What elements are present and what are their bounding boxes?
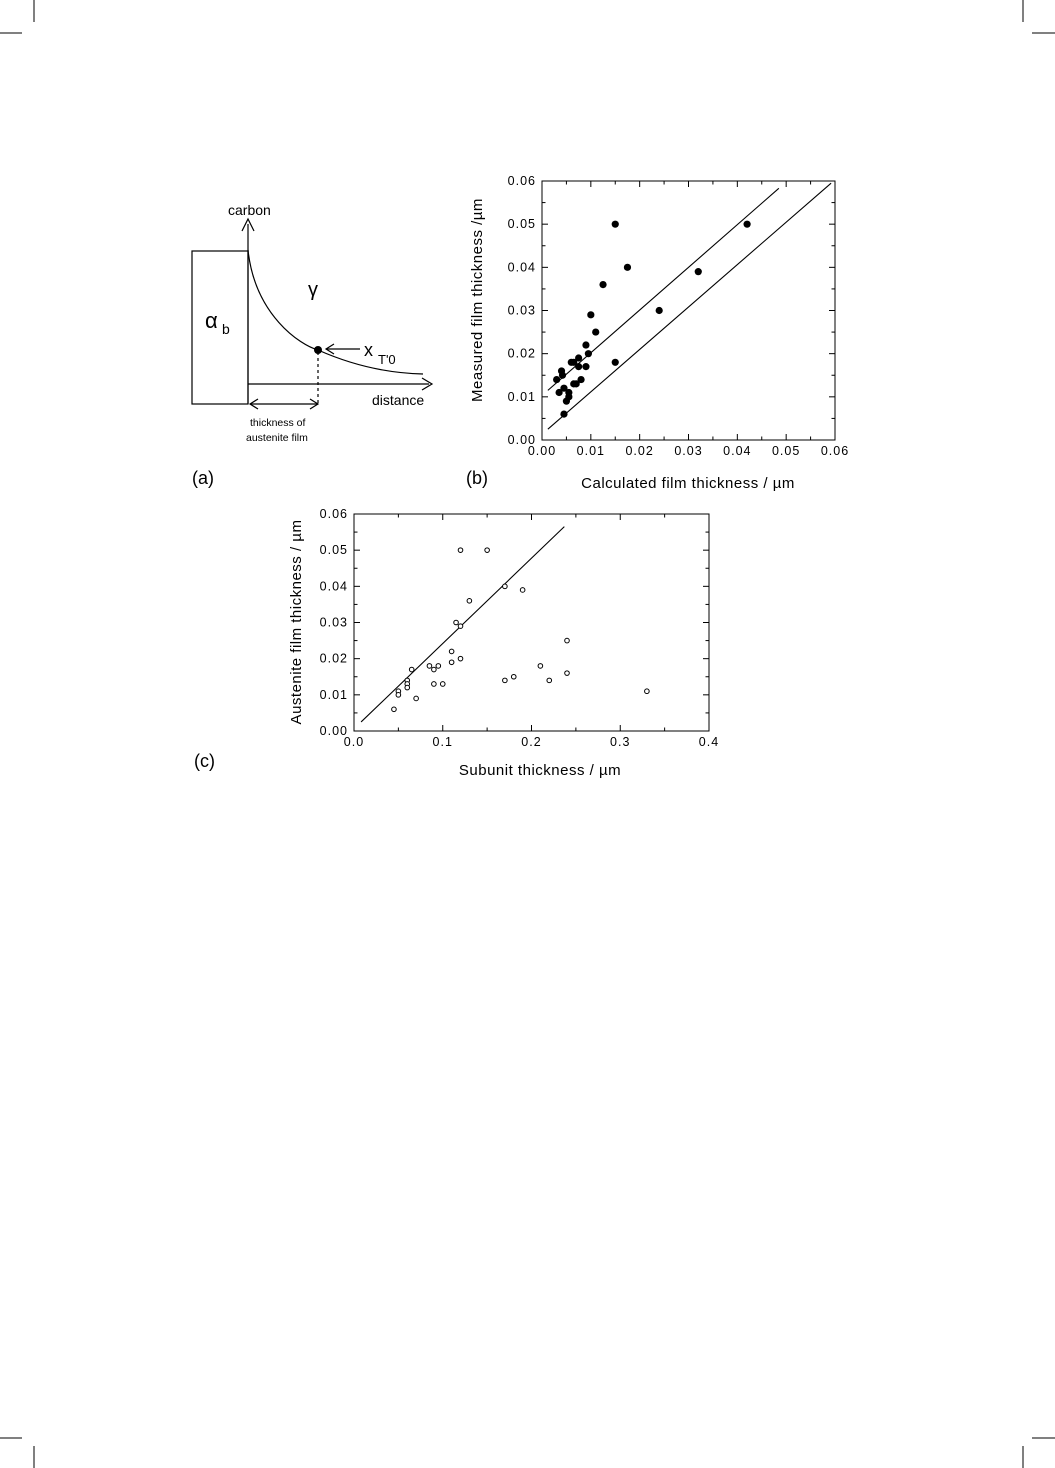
data-point [695,268,702,275]
y-tick-label: 0.03 [507,303,536,318]
data-point [592,328,599,335]
x-tick-label: 0.04 [723,444,752,458]
data-point [458,624,463,629]
y-axis-label-c: Austenite film thickness / µm [288,519,305,725]
data-point [565,389,572,396]
x-axis-label-b: Calculated film thickness / µm [581,475,795,492]
panel-c-label: (c) [194,751,215,771]
data-point [405,685,410,690]
x-tick-label: 0.02 [625,444,654,458]
data-point [440,682,445,687]
y-tick-label: 0.02 [507,346,536,361]
data-point [656,307,663,314]
reference-line [548,183,831,429]
data-point [396,693,401,698]
x-tick-label: 0.4 [698,735,720,749]
y-tick-label: 0.06 [319,507,348,521]
plot-frame-b [542,181,835,440]
y-tick-label: 0.00 [507,433,536,447]
data-point [485,548,490,553]
data-point [624,264,631,271]
data-point [645,689,650,694]
y-tick-label: 0.01 [319,687,348,702]
data-point [449,660,454,665]
data-point [432,682,437,687]
x-tick-label: 0.3 [610,735,631,749]
panel-b-label: (b) [466,468,488,488]
carbon-axis-label: carbon [228,202,271,218]
gamma-phase-label: γ [308,279,318,301]
reference-line [548,188,779,390]
data-point [565,638,570,643]
alpha-phase-label: α [205,308,218,333]
data-point [577,376,584,383]
film-label-line2: austenite film [246,432,308,444]
data-point [582,341,589,348]
carbon-profile-curve [248,250,423,374]
alpha-phase-subscript: b [222,321,230,337]
plot-frame-c [354,514,709,731]
data-point [511,674,516,679]
data-point [587,311,594,318]
data-point [454,620,459,625]
data-point [458,656,463,661]
x-tick-label: 0.05 [771,444,801,458]
data-point [565,671,570,676]
data-point [392,707,397,712]
data-point [409,667,414,672]
y-tick-label: 0.01 [507,389,536,404]
data-point [582,363,589,370]
x-tick-label: 0.0 [343,735,365,749]
y-tick-label: 0.04 [319,579,348,594]
film-label-line1: thickness of [250,417,306,429]
y-tick-label: 0.02 [319,651,348,666]
data-point [520,588,525,593]
reference-line [361,527,564,722]
data-point [575,354,582,361]
point-label-subscript: T'0 [378,352,396,367]
y-tick-label: 0.05 [319,543,348,558]
y-tick-label: 0.00 [319,724,348,738]
data-point [612,359,619,366]
bainite-plate [192,251,248,404]
data-point [503,584,508,589]
y-tick-label: 0.03 [319,615,348,630]
x-tick-label: 0.06 [820,444,850,458]
data-point [599,281,606,288]
x-tick-label: 0.1 [432,735,453,749]
data-point [612,221,619,228]
x-axis-label-c: Subunit thickness / µm [458,762,622,779]
point-label: x [364,340,373,360]
chart-c [288,507,719,779]
data-point [560,411,567,418]
y-tick-label: 0.04 [507,260,536,275]
y-tick-label: 0.05 [507,217,536,232]
data-point [538,664,543,669]
distance-axis-label: distance [372,392,425,408]
data-point [427,664,432,669]
x-tick-label: 0.00 [527,444,557,458]
data-point [458,548,463,553]
chart-b [469,174,849,492]
data-point [449,649,454,654]
y-tick-label: 0.06 [507,174,536,188]
x-tick-label: 0.2 [521,735,542,749]
panel-a-label: (a) [192,468,214,488]
data-point [503,678,508,683]
data-point [553,376,560,383]
data-point [585,350,592,357]
x-tick-label: 0.03 [674,444,703,458]
data-point [436,664,441,669]
t0-point-marker [314,346,322,354]
data-point [467,599,472,604]
data-point [414,696,419,701]
data-point [547,678,552,683]
panel-a-schematic [192,219,432,409]
y-axis-label-b: Measured film thickness /µm [469,198,486,402]
x-tick-label: 0.01 [576,444,606,458]
data-point [559,372,566,379]
data-point [432,667,437,672]
data-point [744,221,751,228]
data-point [575,363,582,370]
